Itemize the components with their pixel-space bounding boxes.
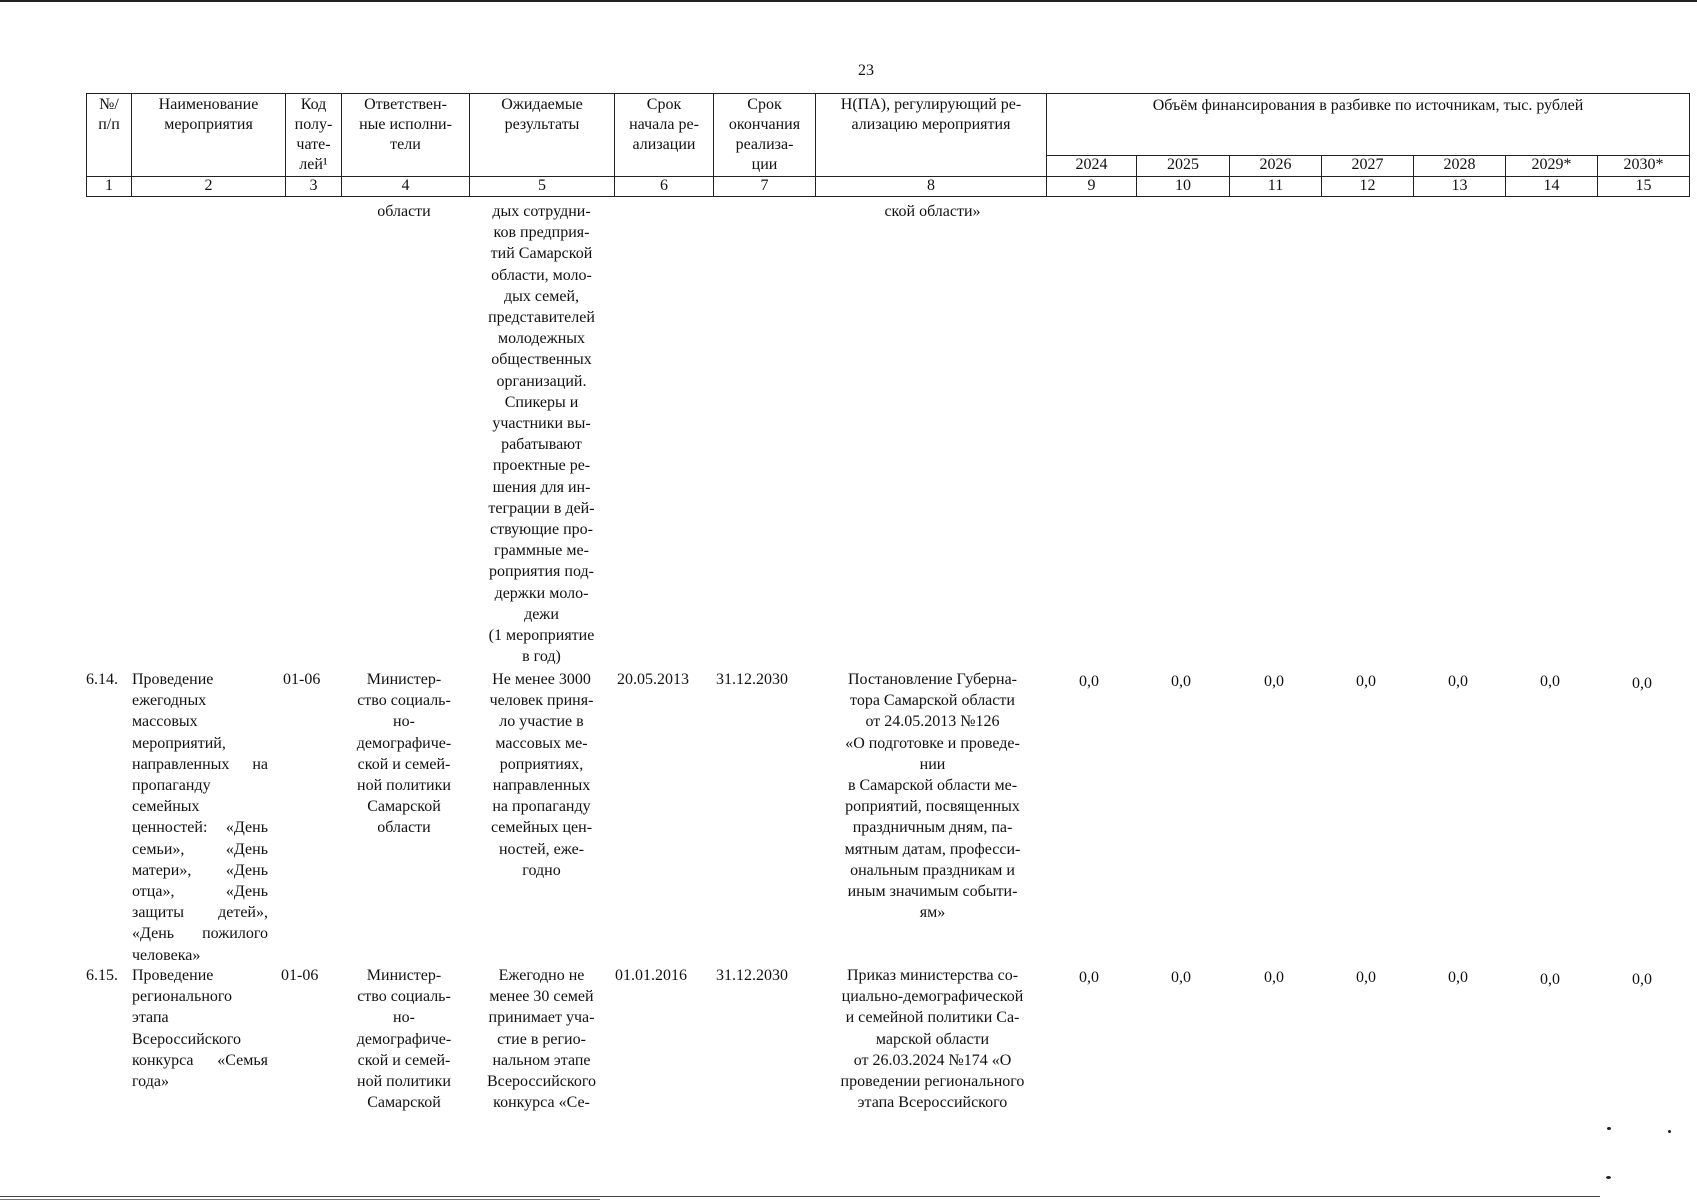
continued-results: дых сотрудни- ков предприя- тий Самарской области, моло- дых семей, представителей молодежных общественных организаций. Спикеры и участники вы- рабатывают проектные ре- шения для ин- теграции в дей- ствующие про- граммные ме- роприятия под- держки моло- дежи (1 мероприятие в год)	[488, 203, 595, 666]
funding-2027: 0,0	[1356, 673, 1376, 690]
col-number: 8	[816, 177, 1047, 197]
year-2025: 2025	[1137, 156, 1230, 177]
header-funding: Объём финансирования в разбивке по источникам, тыс. рублей	[1047, 94, 1690, 156]
bottom-rule	[0, 1196, 1600, 1197]
row-executors: Министер- ство социаль- но- демографиче- ской и семей- ной политики Самарской	[356, 967, 452, 1112]
scan-speck	[1606, 1176, 1611, 1179]
page-number: 23	[858, 62, 874, 79]
row-name: Проведение ежегодных массовых мероприятий, направленных на пропаганду семейных ценностей: «День семьи», «День матери», «День отца», «День защиты детей», «День пожилого человека»	[132, 671, 268, 964]
col-number: 3	[286, 177, 342, 197]
funding-2027: 0,0	[1356, 969, 1376, 986]
col-number: 1	[87, 177, 132, 197]
funding-2028: 0,0	[1448, 969, 1468, 986]
col-number: 2	[132, 177, 286, 197]
funding-2028: 0,0	[1448, 673, 1468, 690]
header-start: Срок начала ре- ализации	[615, 94, 714, 177]
col-number: 9	[1047, 177, 1137, 197]
col-number: 15	[1598, 177, 1690, 197]
row-npa: Постановление Губерна- тора Самарской области от 24.05.2013 №126 «О подготовке и проведе- нии в Самарской области ме- роприятий, посвященных праздничным дням, па- мятным датам, професси- ональным праздникам и иным значимым событи- ям»	[844, 671, 1021, 922]
col-number: 14	[1506, 177, 1598, 197]
table-header	[86, 93, 1690, 197]
funding-2025: 0,0	[1171, 969, 1191, 986]
year-2024: 2024	[1047, 156, 1137, 177]
row-code: 01-06	[283, 671, 321, 688]
year-2029: 2029*	[1506, 156, 1598, 177]
row-name: Проведение регионального этапа Всероссийского конкурса «Семья года»	[132, 967, 268, 1091]
funding-2030: 0,0	[1632, 675, 1652, 692]
funding-2030: 0,0	[1632, 971, 1652, 988]
col-number: 10	[1137, 177, 1230, 197]
col-number: 11	[1230, 177, 1322, 197]
row-start: 20.05.2013	[617, 671, 689, 688]
header-results: Ожидаемые результаты	[470, 94, 615, 177]
header-end: Срок окончания реализа- ции	[714, 94, 816, 177]
col-number: 12	[1322, 177, 1414, 197]
year-2027: 2027	[1322, 156, 1414, 177]
funding-2026: 0,0	[1264, 673, 1284, 690]
row-results: Не менее 3000 человек приня- ло участие в массовых ме- роприятиях, направленных на пропаганду семейных цен- ностей, еже- годно	[489, 671, 594, 879]
header-code: Код полу- чате- лей¹	[286, 94, 342, 177]
row-number: 6.14.	[86, 671, 118, 688]
year-2026: 2026	[1230, 156, 1322, 177]
row-executors: Министер- ство социаль- но- демографиче- ской и семей- ной политики Самарской области	[356, 671, 452, 837]
funding-2029: 0,0	[1540, 673, 1560, 690]
funding-2029: 0,0	[1540, 971, 1560, 988]
funding-2025: 0,0	[1171, 673, 1191, 690]
col-number: 7	[714, 177, 816, 197]
row-end: 31.12.2030	[716, 967, 788, 984]
header-executors: Ответствен- ные исполни- тели	[342, 94, 470, 177]
funding-2024: 0,0	[1079, 673, 1099, 690]
year-2030: 2030*	[1598, 156, 1690, 177]
year-2028: 2028	[1414, 156, 1506, 177]
row-npa: Приказ министерства со- циально-демографической и семейной политики Са- марской области от 26.03.2024 №174 «О проведении регионального этапа Всероссийского	[840, 967, 1025, 1112]
row-number: 6.15.	[86, 967, 118, 984]
header-num: №/ п/п	[87, 94, 132, 177]
continued-npa: ской области»	[884, 203, 981, 220]
funding-2026: 0,0	[1264, 969, 1284, 986]
row-start: 01.01.2016	[615, 967, 687, 984]
row-results: Ежегодно не менее 30 семей принимает уча- стие в регио- нальном этапе Всероссийского конкурса «Се-	[486, 967, 597, 1112]
funding-2024: 0,0	[1079, 969, 1099, 986]
col-number: 5	[470, 177, 615, 197]
header-name: Наименование мероприятия	[132, 94, 286, 177]
col-number: 13	[1414, 177, 1506, 197]
col-number: 6	[615, 177, 714, 197]
col-number: 4	[342, 177, 470, 197]
header-npa: Н(ПА), регулирующий ре- ализацию мероприятия	[816, 94, 1047, 177]
row-code: 01-06	[281, 967, 319, 984]
scan-speck	[1607, 1127, 1611, 1130]
top-rule	[0, 0, 1697, 2]
continued-executors: области	[377, 203, 431, 220]
row-end: 31.12.2030	[716, 671, 788, 688]
scan-speck	[1668, 1130, 1671, 1133]
